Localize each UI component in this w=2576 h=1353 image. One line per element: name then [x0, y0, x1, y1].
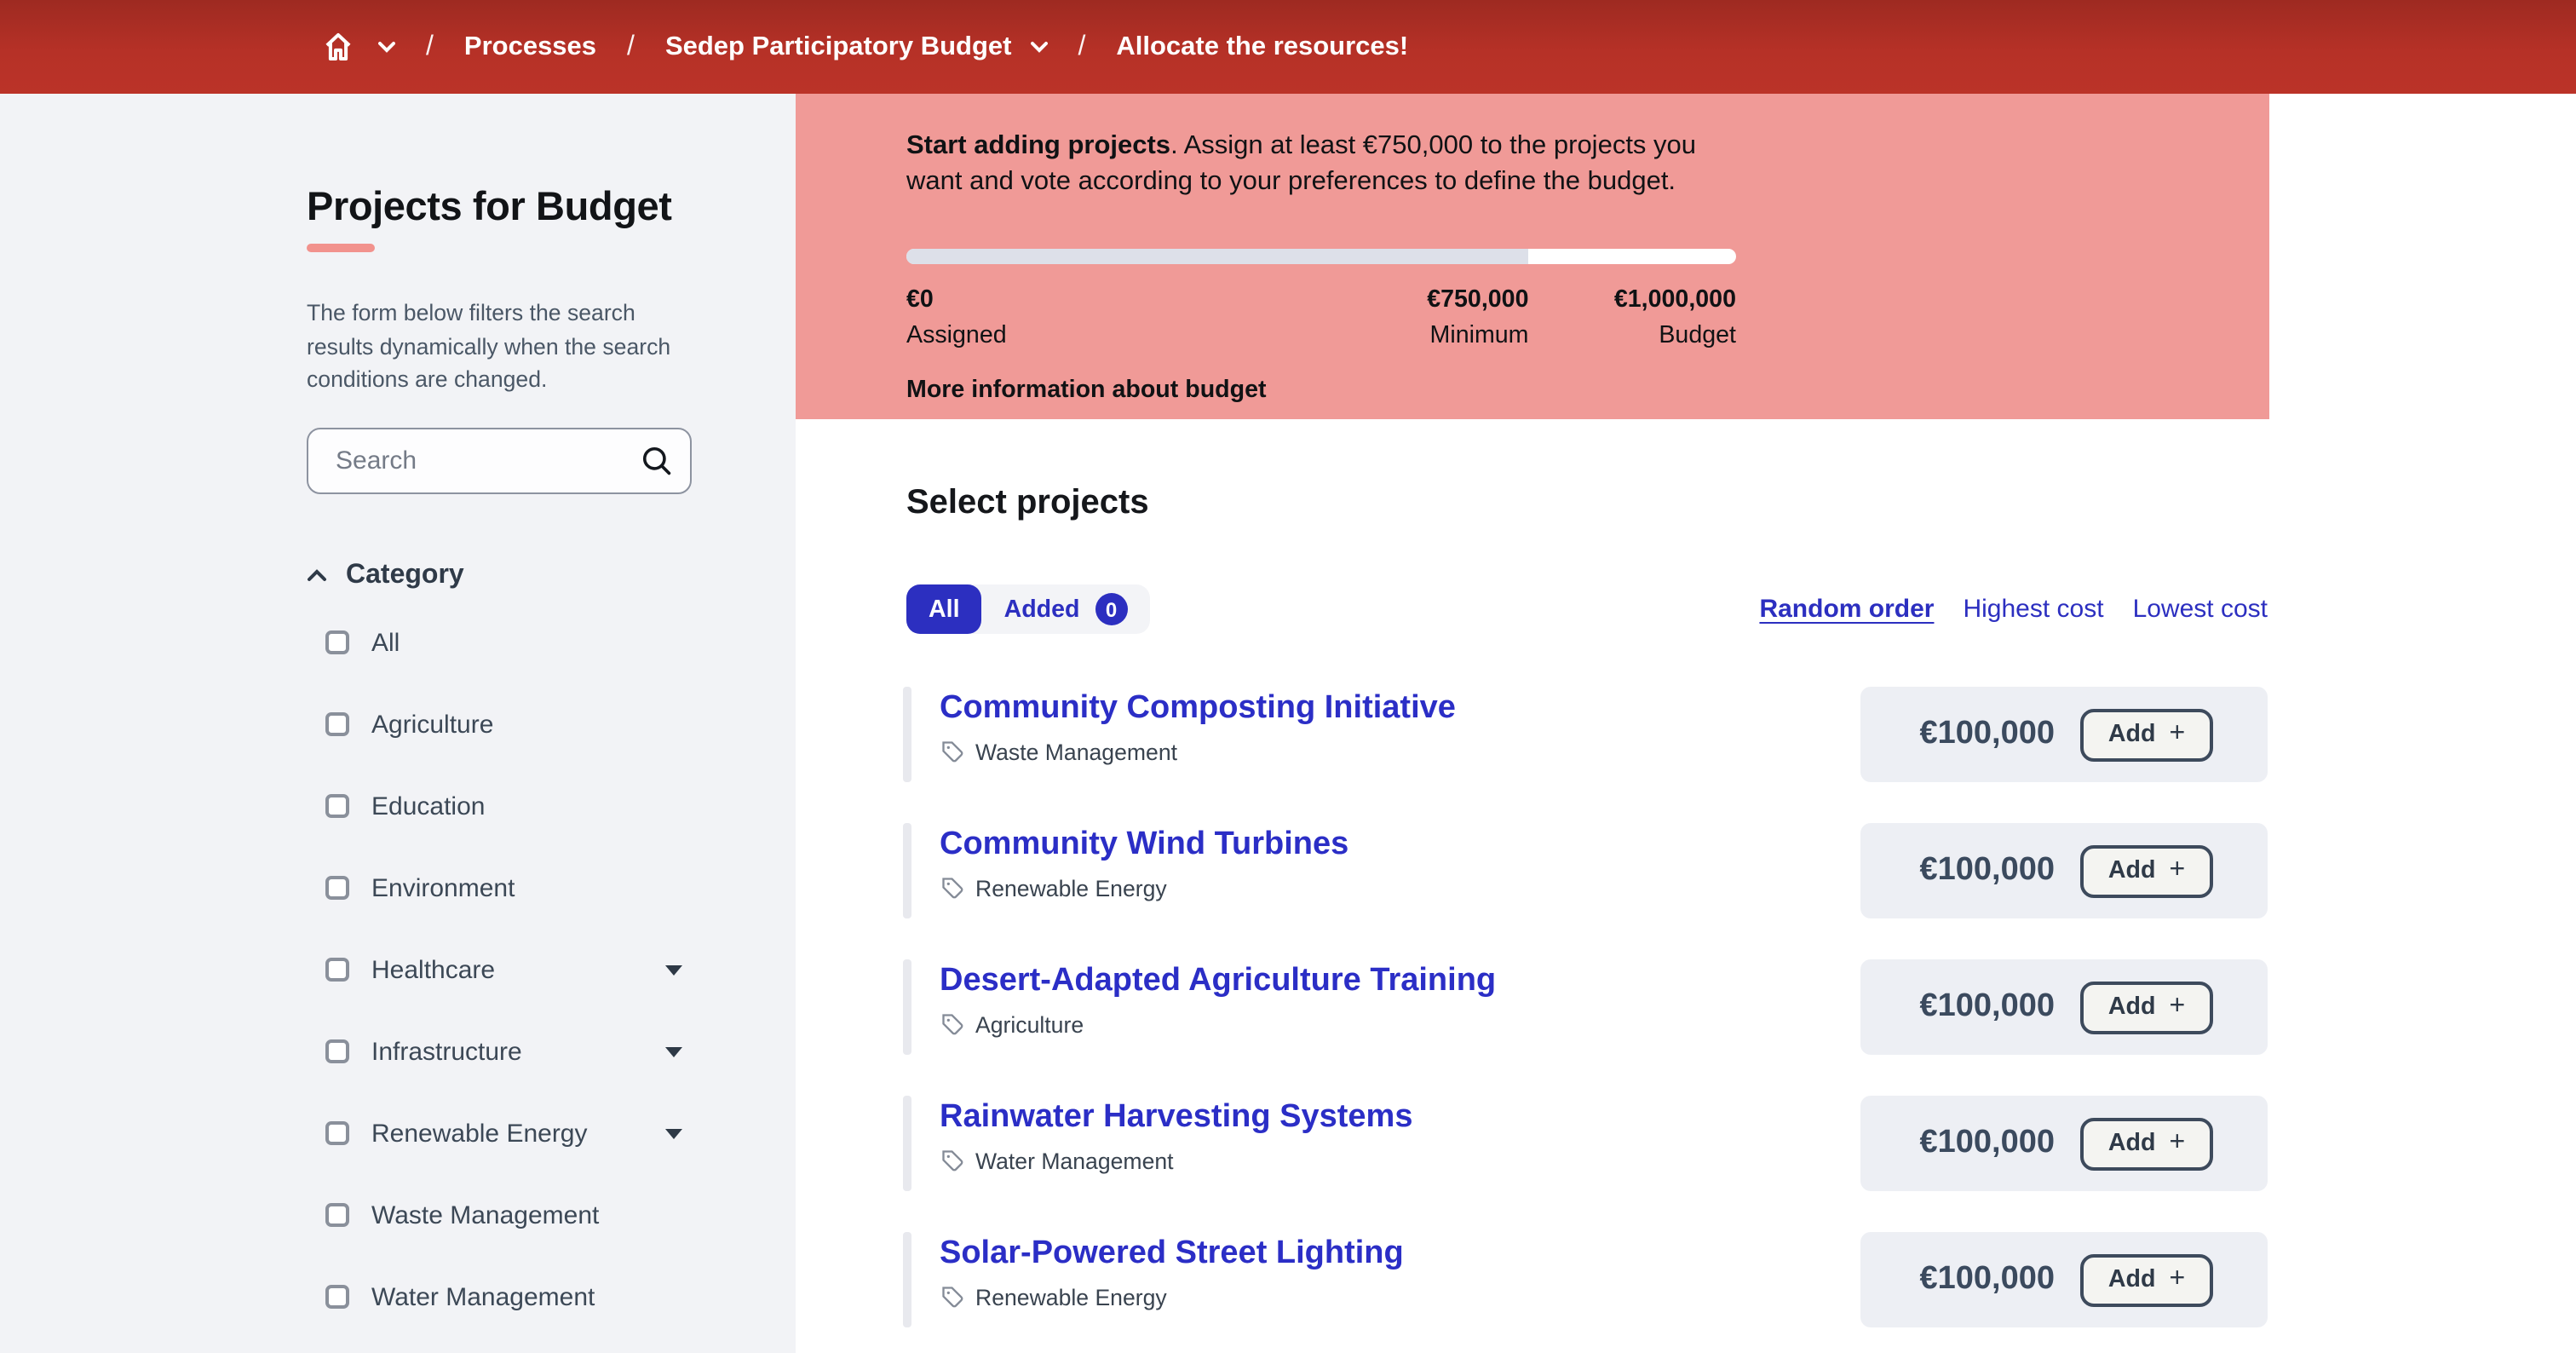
search-input[interactable] [307, 427, 691, 493]
plus-icon: + [2169, 991, 2186, 1020]
add-project-button[interactable] [2080, 708, 2213, 761]
category-filter-item [307, 792, 691, 820]
minimum-amount-block [1427, 286, 1528, 349]
project-category-label: Waste Management [975, 739, 1177, 765]
sidebar-title: Projects for Budget [307, 184, 672, 228]
plus-icon: + [2169, 1127, 2186, 1156]
tag-icon [940, 1286, 963, 1310]
budget-progress-bar [906, 249, 1736, 264]
project-list [903, 687, 2268, 1327]
breadcrumb-separator: / [426, 32, 434, 60]
category-filter-item [307, 710, 691, 739]
assigned-value: €0 [906, 286, 934, 314]
chevron-down-icon[interactable] [664, 964, 682, 976]
sort-lowest-cost-link[interactable]: Lowest cost [2132, 595, 2268, 624]
project-cost: €100,000 [1919, 1125, 2055, 1160]
project-title-link[interactable]: Community Wind Turbines [940, 826, 1349, 862]
title-underline-accent [307, 244, 375, 252]
category-label: Environment [371, 873, 515, 903]
add-project-button[interactable] [2080, 981, 2213, 1033]
project-category-label: Agriculture [975, 1011, 1084, 1038]
category-label: Education [371, 792, 486, 821]
category-section-header[interactable] [307, 560, 691, 590]
project-cost: €100,000 [1919, 716, 2055, 751]
category-label: All [371, 628, 400, 658]
row-accent-bar [903, 687, 911, 782]
category-checkbox[interactable] [325, 1121, 349, 1145]
project-info [940, 959, 1496, 1055]
budget-amounts-row [906, 286, 1736, 351]
add-project-button[interactable] [2080, 1117, 2213, 1170]
project-price-box [1860, 1096, 2268, 1191]
project-title-link[interactable]: Community Composting Initiative [940, 690, 1456, 726]
category-filter-item [307, 1200, 691, 1229]
category-filter-item [307, 1037, 691, 1066]
add-button-label: Add [2107, 993, 2156, 1021]
project-category-label: Renewable Energy [975, 1284, 1167, 1310]
project-filter-tabs [906, 584, 1150, 634]
add-button-label: Add [2107, 1130, 2156, 1157]
category-checkbox[interactable] [325, 1285, 349, 1309]
budget-label: Budget [1659, 322, 1736, 350]
project-category-label: Water Management [975, 1148, 1174, 1174]
project-price-box [1860, 823, 2268, 918]
select-projects-heading: Select projects [906, 484, 1149, 521]
category-label: Healthcare [371, 955, 496, 985]
row-accent-bar [903, 959, 911, 1055]
search-box [307, 427, 691, 493]
breadcrumb-processes-link[interactable]: Processes [463, 32, 597, 60]
row-accent-bar [903, 1232, 911, 1327]
add-project-button[interactable] [2080, 844, 2213, 897]
added-count-badge: 0 [1095, 593, 1128, 625]
project-category-tag [940, 1149, 1412, 1174]
add-button-label: Add [2107, 721, 2156, 748]
minimum-value: €750,000 [1427, 286, 1529, 314]
row-accent-bar [903, 823, 911, 918]
chevron-up-icon [307, 568, 327, 582]
assigned-amount-block [906, 286, 1007, 349]
project-category-tag [940, 1285, 1404, 1310]
project-category-tag [940, 740, 1456, 765]
category-section-title: Category [346, 560, 464, 590]
category-filter-item [307, 1282, 691, 1311]
category-filter-item [307, 873, 691, 902]
project-cost: €100,000 [1919, 852, 2055, 888]
sort-highest-cost-link[interactable]: Highest cost [1963, 595, 2104, 624]
tag-icon [940, 1013, 963, 1037]
tag-icon [940, 1149, 963, 1173]
category-label: Renewable Energy [371, 1119, 588, 1149]
project-category-label: Renewable Energy [975, 875, 1167, 901]
category-label: Agriculture [371, 710, 494, 740]
tab-added-label: Added [1003, 596, 1080, 623]
search-icon[interactable] [640, 444, 672, 485]
category-checkbox[interactable] [325, 876, 349, 900]
home-icon[interactable] [320, 29, 356, 65]
add-button-label: Add [2107, 857, 2156, 884]
project-row [903, 1232, 2268, 1327]
category-checkbox[interactable] [325, 630, 349, 654]
sort-random-order-link[interactable]: Random order [1759, 595, 1935, 624]
assigned-label: Assigned [906, 322, 1007, 350]
banner-intro-bold: Start adding projects [906, 131, 1171, 160]
chevron-down-icon[interactable] [664, 1127, 682, 1139]
category-checkbox[interactable] [325, 958, 349, 982]
project-price-box [1860, 959, 2268, 1055]
breadcrumb-separator: / [1078, 32, 1086, 60]
add-button-label: Add [2107, 1266, 2156, 1293]
category-label: Water Management [371, 1282, 595, 1312]
main-content [795, 94, 2576, 1353]
row-accent-bar [903, 1096, 911, 1191]
project-title-link[interactable]: Desert-Adapted Agriculture Training [940, 963, 1497, 999]
project-title-link[interactable]: Solar-Powered Street Lighting [940, 1235, 1404, 1271]
project-price-box [1860, 1232, 2268, 1327]
sidebar-description: The form below filters the search results dynamically when the search conditions are changed. [307, 300, 671, 393]
project-info [940, 1232, 1404, 1327]
project-info [940, 1096, 1412, 1191]
add-project-button[interactable] [2080, 1253, 2213, 1306]
banner-intro-text: Start adding projects. Assign at least €750,000 to the projects you want and vote according to your preferences to define the budget. [906, 131, 1697, 196]
home-dropdown-chevron-icon[interactable] [378, 41, 395, 53]
tag-icon [940, 740, 963, 764]
category-filter-item [307, 955, 691, 984]
project-info [940, 687, 1456, 782]
filters-sidebar [0, 94, 795, 1353]
category-checkbox[interactable] [325, 794, 349, 818]
process-dropdown-chevron-icon[interactable] [1030, 41, 1047, 53]
project-row [903, 687, 2268, 782]
tab-all[interactable]: All [906, 584, 982, 634]
category-filter-section [307, 560, 691, 1311]
project-cost: €100,000 [1919, 988, 2055, 1024]
project-price-box [1860, 687, 2268, 782]
project-row [903, 959, 2268, 1055]
budget-instructions-banner [795, 94, 2268, 419]
project-title-link[interactable]: Rainwater Harvesting Systems [940, 1099, 1413, 1135]
breadcrumb-current-page[interactable]: Allocate the resources! [1116, 32, 1409, 60]
plus-icon: + [2169, 855, 2186, 884]
project-info [940, 823, 1348, 918]
category-label: Infrastructure [371, 1037, 522, 1067]
project-category-tag [940, 876, 1348, 901]
chevron-down-icon[interactable] [664, 1045, 682, 1057]
top-navbar [0, 0, 2576, 94]
category-checkbox[interactable] [325, 1039, 349, 1063]
list-controls [906, 584, 2268, 634]
breadcrumb-process-link[interactable]: Sedep Participatory Budget [664, 32, 1012, 60]
category-checkbox[interactable] [325, 712, 349, 736]
plus-icon: + [2169, 1264, 2186, 1293]
category-filter-item [307, 628, 691, 657]
minimum-label: Minimum [1429, 322, 1529, 350]
category-filter-item [307, 1119, 691, 1148]
sort-options [1759, 595, 2268, 624]
category-list [307, 628, 691, 1311]
project-row [903, 823, 2268, 918]
budget-value: €1,000,000 [1613, 286, 1736, 314]
breadcrumb-separator: / [627, 32, 635, 60]
project-row [903, 1096, 2268, 1191]
more-information-link[interactable]: More information about budget [906, 377, 1267, 405]
tag-icon [940, 877, 963, 901]
plus-icon: + [2169, 718, 2186, 747]
project-category-tag [940, 1012, 1496, 1038]
category-label: Waste Management [371, 1200, 600, 1230]
budget-amount-block [1614, 286, 1736, 349]
tab-added[interactable] [982, 584, 1150, 634]
project-cost: €100,000 [1919, 1261, 2055, 1297]
category-checkbox[interactable] [325, 1203, 349, 1227]
progress-minimum-fill [906, 249, 1529, 264]
